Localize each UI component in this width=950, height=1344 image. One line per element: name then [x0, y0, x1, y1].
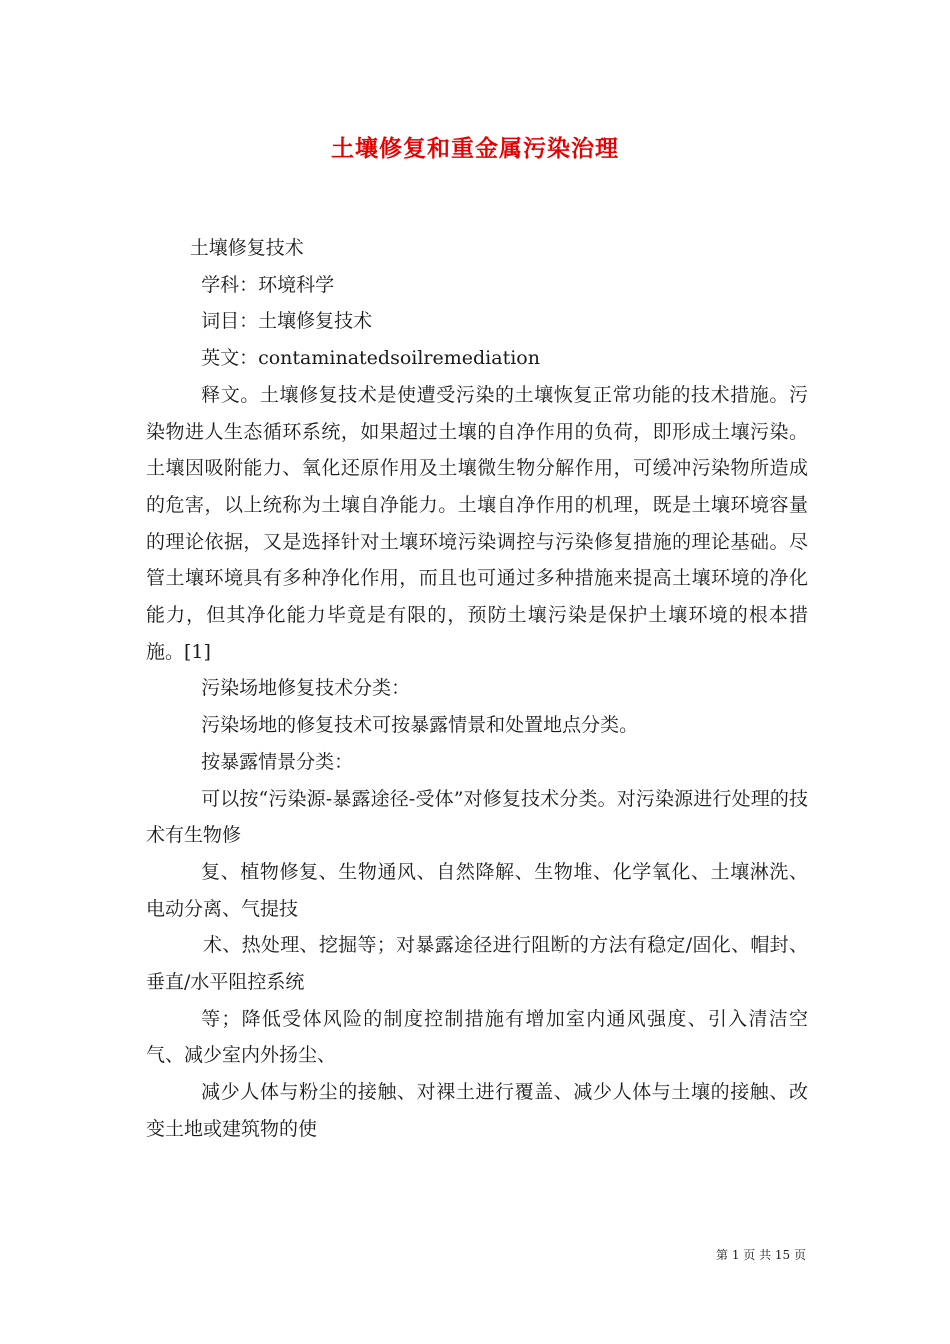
document-body: [146, 230, 808, 1148]
paragraph-term: 词目：土壤修复技术: [201, 310, 373, 333]
paragraph-exposure-1: 可以按“污染源-暴露途径-受体”对修复技术分类。对污染源进行处理的技术有生物修: [146, 787, 808, 847]
paragraph-subject: 学科：环境科学: [201, 273, 335, 296]
paragraph-classification-heading: 污染场地修复技术分类：: [201, 677, 411, 700]
paragraph-exposure-5: 减少人体与粉尘的接触、对裸土进行覆盖、减少人体与土壤的接触、改变土地或建筑物的使: [146, 1081, 808, 1140]
page-footer: 第 1 页 共 15 页: [716, 1248, 806, 1262]
paragraph-exposure-4: 等；降低受体风险的制度控制措施有增加室内通风强度、引入清洁空气、减少室内外扬尘、: [146, 1007, 808, 1067]
paragraph-heading: 土壤修复技术: [189, 237, 304, 259]
paragraph-exposure-3: 术、热处理、挖掘等；对暴露途径进行阻断的方法有稳定/固化、帽封、垂直/水平阻控系统: [146, 934, 808, 994]
paragraph-exposure-heading: 按暴露情景分类：: [201, 750, 354, 773]
paragraph-definition: 释文。土壤修复技术是使遭受污染的土壤恢复正常功能的技术措施。污染物进人生态循环系统，如果超过土壤的自净作用的负荷，即形成土壤污染。土壤因吸附能力、氧化还原作用及土壤微生物分解作用，可缓冲污染物所造成的危害，以上统称为土壤自净能力。土壤自净作用的机理，既是土壤环境容量的理论依据，又是选择针对土壤环境污染调控与污染修复措施的理论基础。尽管土壤环境具有多种净化作用，而且也可通过多种措施来提高土壤环境的净化能力，但其净化能力毕竟是有限的，预防土壤污染是保护土壤环境的根本措施。[1]: [146, 383, 808, 663]
paragraph-english: 英文：contaminatedsoilremediation: [201, 347, 540, 370]
page-title: 土壤修复和重金属污染治理: [331, 135, 619, 162]
paragraph-classification-intro: 污染场地的修复技术可按暴露情景和处置地点分类。: [201, 714, 639, 737]
paragraph-exposure-2: 复、植物修复、生物通风、自然降解、生物堆、化学氧化、土壤淋洗、电动分离、气提技: [146, 860, 808, 920]
